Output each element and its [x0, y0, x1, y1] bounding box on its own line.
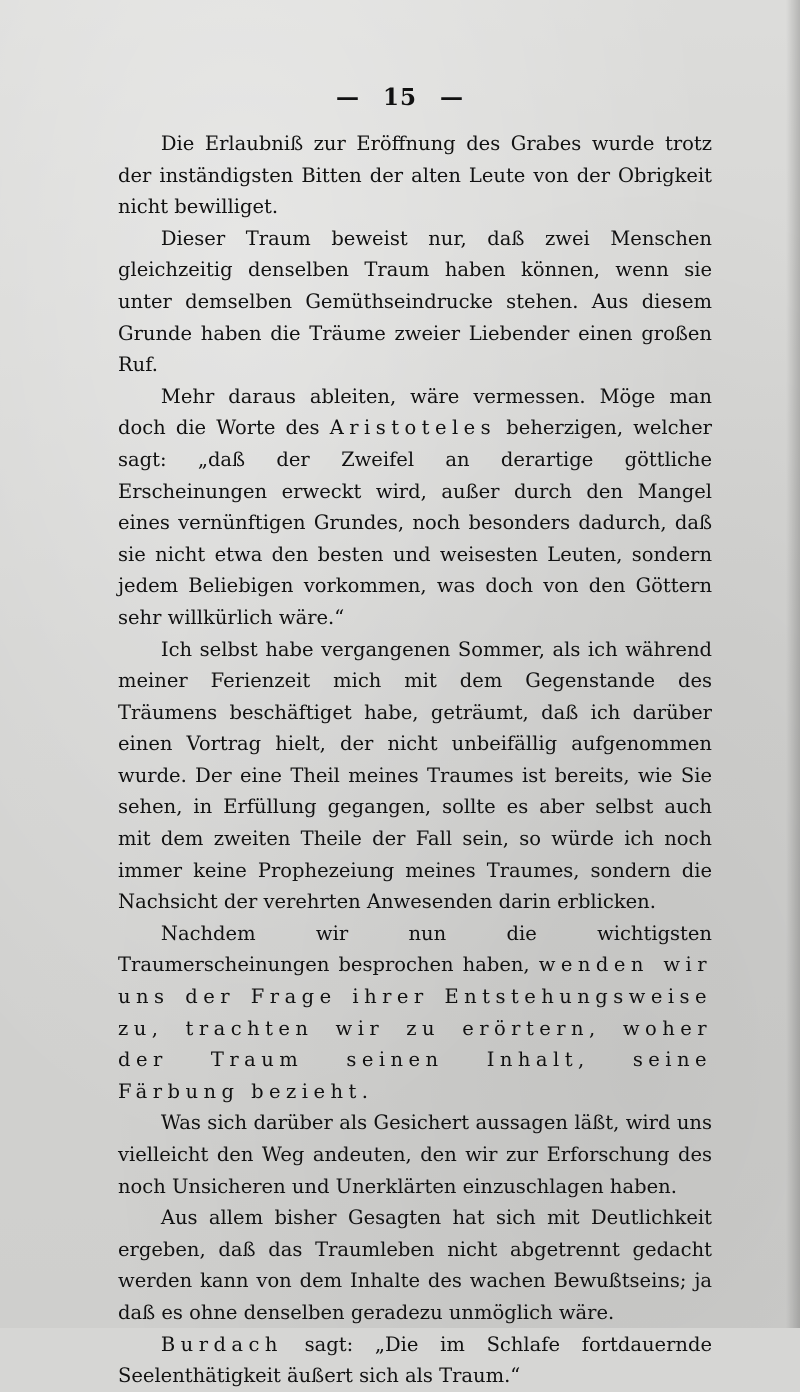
page-header: [0, 84, 800, 111]
paragraph-2: Dieser Traum beweist nur, daß zwei Menschen gleichzeitig denselben Traum haben können, wenn sie unter demselben Gemüthseindrucke stehen. Aus diesem Grunde haben die Träume zweier Liebender einen großen Ruf.: [118, 226, 712, 377]
paragraph-3: [118, 381, 712, 634]
paragraph-8: [118, 1329, 712, 1392]
paragraph-5: [118, 918, 712, 1108]
paragraph-5-emphasized-text: wenden wir uns der Frage ihrer Entstehungsweise zu, trachten wir zu erörtern, woher der Traum seinen Inhalt, seine Färbung bezieht.: [118, 953, 712, 1103]
body-text: [118, 128, 712, 1392]
paragraph-3-text-after: beherzigen, welcher sagt: „daß der Zweifel an derartige göttliche Erscheinungen erweckt wird, außer durch den Mangel eines vernünftigen Grundes, noch besonders dadurch, daß sie nicht etwa den besten und weisesten Leuten, sondern jedem Beliebigen vorkommen, was doch von den Göttern sehr willkürlich wäre.“: [118, 416, 712, 629]
paragraph-5-text-before: Nachdem wir nun die wichtigsten Traumerscheinungen besprochen haben,: [118, 921, 712, 977]
header-dash-left: —: [335, 84, 360, 111]
paragraph-8-author-name: Burdach: [160, 1332, 283, 1356]
paragraph-7: Aus allem bisher Gesagten hat sich mit Deutlichkeit ergeben, daß das Traumleben nicht abgetrennt gedacht werden kann von dem Inhalte des wachen Bewußtseins; ja daß es ohne denselben geradezu unmöglich wäre.: [118, 1206, 712, 1324]
page-number: 15: [382, 84, 417, 111]
paragraph-3-author-name: Aristoteles: [329, 416, 497, 440]
paragraph-8-text-after: sagt: „Die im Schlafe fortdauernde Seelenthätigkeit äußert sich als Traum.“: [118, 1332, 712, 1388]
header-dash-right: —: [440, 84, 465, 111]
paragraph-6: Was sich darüber als Gesichert aussagen läßt, wird uns vielleicht den Weg andeuten, den wir zur Erforschung des noch Unsicheren und Unerklärten einzuschlagen haben.: [118, 1111, 712, 1198]
paragraph-3-text-before: Mehr daraus ableiten, wäre vermessen. Möge man doch die Worte des: [118, 384, 712, 440]
paragraph-1: Die Erlaubniß zur Eröffnung des Grabes wurde trotz der inständigsten Bitten der alten Leute von der Obrigkeit nicht bewilliget.: [118, 132, 712, 219]
paragraph-4: Ich selbst habe vergangenen Sommer, als ich während meiner Ferienzeit mich mit dem Gegenstande des Träumens beschäftiget habe, geträumt, daß ich darüber einen Vortrag hielt, der nicht unbeifällig aufgenommen wurde. Der eine Theil meines Traumes ist bereits, wie Sie sehen, in Erfüllung gegangen, sollte es aber selbst auch mit dem zweiten Theile der Fall sein, so würde ich noch immer keine Prophezeiung meines Traumes, sondern die Nachsicht der verehrten Anwesenden darin erblicken.: [118, 637, 712, 914]
